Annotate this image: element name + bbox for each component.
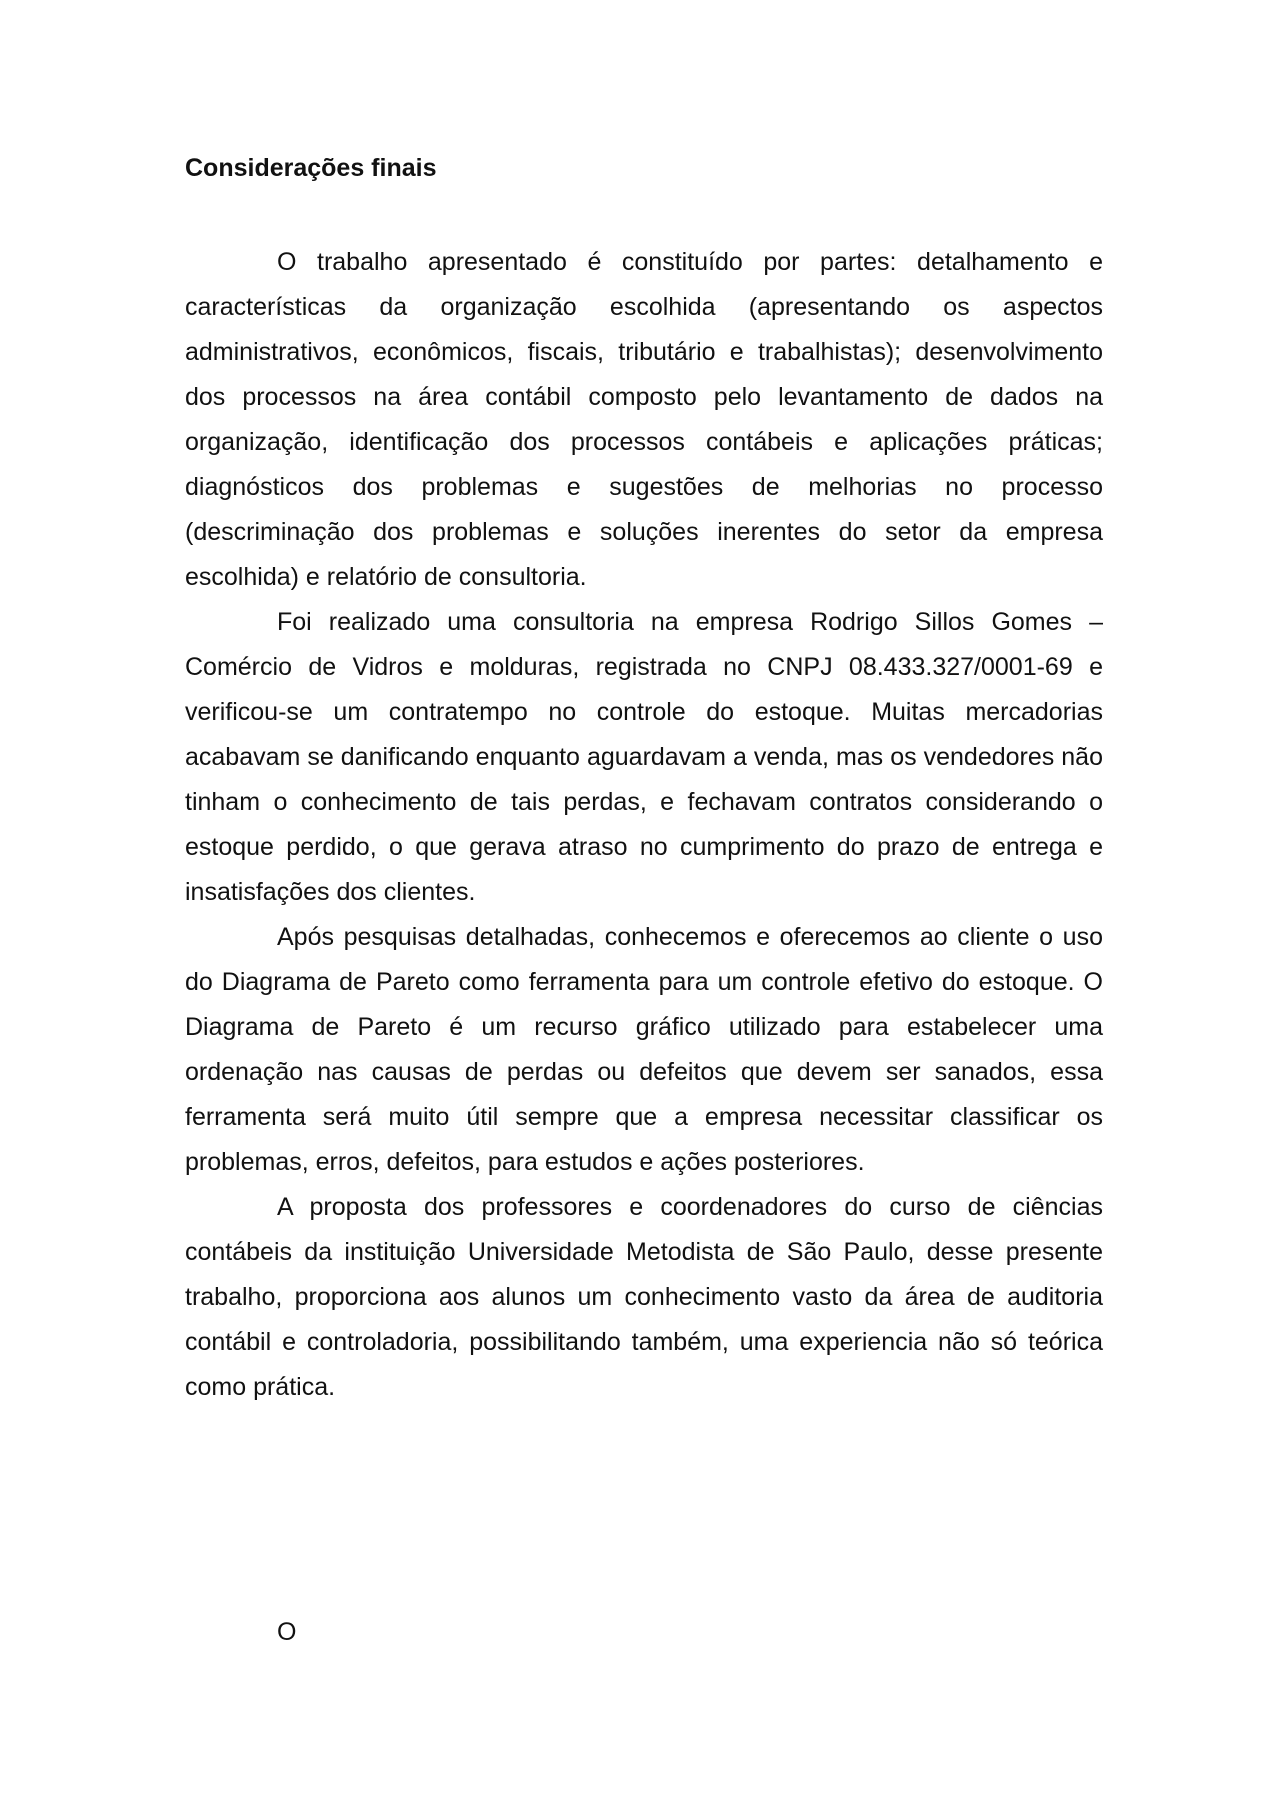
paragraph-pareto: Após pesquisas detalhadas, conhecemos e oferecemos ao cliente o uso do Diagrama de Pareto como ferramenta para um controle efetivo do estoque. O Diagrama de Pareto é um recurso gráfico utilizado para estabelecer uma ordenação nas causas de perdas ou defeitos que devem ser sanados, essa ferramenta será muito útil sempre que a empresa necessitar classificar os problemas, erros, defeitos, para estudos e ações posteriores.: [185, 923, 1103, 1176]
paragraph-overview: O trabalho apresentado é constituído por partes: detalhamento e características da organização escolhida (apresentando os aspectos administrativos, econômicos, fiscais, tributário e trabalhistas); desenvolvimento dos processos na área contábil composto pelo levantamento de dados na organização, identificação dos processos contábeis e aplicações práticas; diagnósticos dos problemas e sugestões de melhorias no processo (descriminação dos problemas e soluções inerentes do setor da empresa escolhida) e relatório de consultoria.: [185, 248, 1103, 591]
section-heading: Considerações finais: [185, 154, 437, 182]
document-body: [185, 150, 1103, 1410]
trailing-text: O: [277, 1618, 297, 1646]
paragraph-consultancy: Foi realizado uma consultoria na empresa Rodrigo Sillos Gomes – Comércio de Vidros e molduras, registrada no CNPJ 08.433.327/0001-69 e verificou-se um contratempo no controle do estoque. Muitas mercadorias acabavam se danificando enquanto aguardavam a venda, mas os vendedores não tinham o conhecimento de tais perdas, e fechavam contratos considerando o estoque perdido, o que gerava atraso no cumprimento do prazo de entrega e insatisfações dos clientes.: [185, 608, 1103, 906]
paragraph-proposal: A proposta dos professores e coordenadores do curso de ciências contábeis da instituição Universidade Metodista de São Paulo, desse presente trabalho, proporciona aos alunos um conhecimento vasto da área de auditoria contábil e controladoria, possibilitando também, uma experiencia não só teórica como prática.: [185, 1193, 1103, 1401]
